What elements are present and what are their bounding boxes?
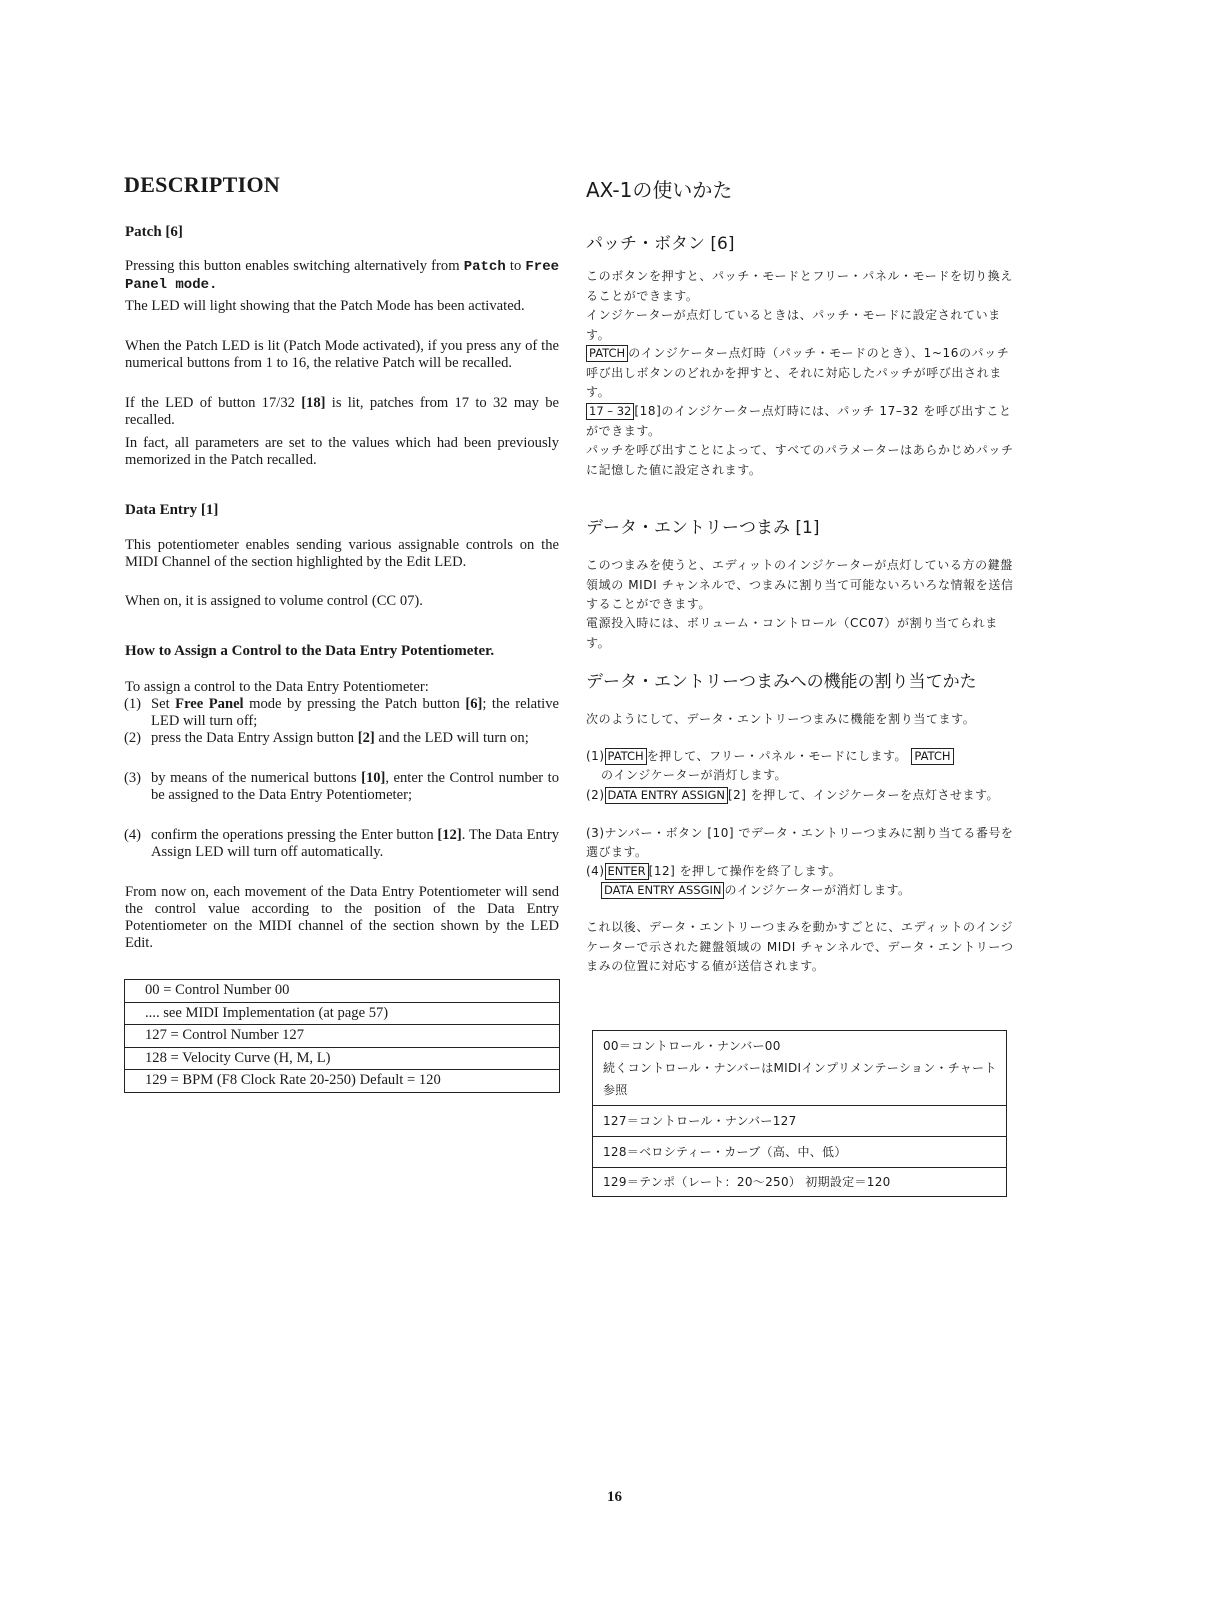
assign-heading-en: How to Assign a Control to the Data Entry Potentiometer. <box>125 643 495 659</box>
page-number: 16 <box>607 1489 622 1505</box>
patch-heading-en: Patch [6] <box>125 224 183 240</box>
step-4-jp: (4) ENTER [12] を押して操作を終了します。 DATA ENTRY ASSGIN のインジケーターが消灯します。 <box>586 864 911 897</box>
patch-key-label: PATCH <box>605 748 647 765</box>
patch-key-label: PATCH <box>911 748 953 765</box>
patch-heading-jp: パッチ・ボタン [6] <box>586 234 735 254</box>
patch-paragraph-1-en: Pressing this button enables switching alternatively from Patch to Free Panel mode. <box>125 258 559 293</box>
section-title-jp: AX-1の使いかた <box>586 178 733 202</box>
table-row: 127＝コントロール・ナンバー127 <box>593 1106 1006 1137</box>
patch-paragraph-5-jp: パッチを呼び出すことによって、すべてのパラメーターはあらかじめパッチに記憶した値に設定されます。 <box>586 443 1014 477</box>
step-1-jp: (1) PATCH を押して、フリー・パネル・モードにします。 PATCH のインジケーターが消灯します。 <box>586 747 1014 785</box>
table-row: 128＝ベロシティー・カーブ（高、中、低） <box>593 1137 1006 1168</box>
table-row: .... see MIDI Implementation (at page 57) <box>125 1003 559 1026</box>
patch-17-32-key-label: 17 – 32 <box>586 403 634 420</box>
table-cell: 続くコントロール・ナンバーはMIDIインプリメンテーション・チャート参照 <box>603 1061 997 1097</box>
table-cell: 00＝コントロール・ナンバー00 <box>603 1039 781 1053</box>
table-row: 129 = BPM (F8 Clock Rate 20-250) Default = 120 <box>145 1072 441 1088</box>
closing-paragraph-en: From now on, each movement of the Data Entry Potentiometer will send the control value according to the position of the Data Entry Potentiometer on the MIDI channel of the section shown by the LED Edit. <box>125 884 559 951</box>
step-2-jp: (2) DATA ENTRY ASSIGN [2] を押して、インジケーターを点灯させます。 <box>586 788 1000 802</box>
assign-intro-en: To assign a control to the Data Entry Potentiometer: <box>125 679 429 695</box>
section-title-en: DESCRIPTION <box>124 172 281 197</box>
data-entry-paragraph-2-jp: 電源投入時には、ボリューム・コントロール（CC07）が割り当てられます。 <box>586 616 998 650</box>
data-entry-paragraph-1-en: This potentiometer enables sending various assignable controls on the MIDI Channel of the section highlighted by the Edit LED. <box>125 537 559 570</box>
data-entry-paragraph-2-en: When on, it is assigned to volume control (CC 07). <box>125 593 423 609</box>
table-row: 00 = Control Number 00 <box>125 980 559 1003</box>
table-row <box>593 1031 1006 1106</box>
patch-paragraph-3-en: When the Patch LED is lit (Patch Mode activated), if you press any of the numerical buttons from 1 to 16, the relative Patch will be recalled. <box>125 338 559 371</box>
patch-paragraph-2-en: The LED will light showing that the Patch Mode has been activated. <box>125 298 525 314</box>
data-entry-heading-jp: データ・エントリーつまみ [1] <box>586 518 820 538</box>
patch-paragraph-3-jp: PATCH のインジケーター点灯時（パッチ・モードのとき）、1~16のパッチ呼び出しボタンのどれかを押すと、それに対応したパッチが呼び出されます。 <box>586 346 1010 399</box>
patch-paragraph-4-en: If the LED of button 17/32 [18] is lit, patches from 17 to 32 may be recalled. <box>125 395 559 428</box>
patch-key-label: PATCH <box>586 345 628 362</box>
patch-paragraph-5-en: In fact, all parameters are set to the values which had been previously memorized in the Patch recalled. <box>125 435 559 468</box>
patch-paragraph-4-jp: 17 – 32 [18]のインジケーター点灯時には、パッチ 17–32 を呼び出すことができます。 <box>586 404 1012 438</box>
control-table-jp <box>592 1030 1007 1197</box>
table-row: 129＝テンポ（レート：20〜250） 初期設定＝120 <box>603 1175 891 1189</box>
table-row: 127 = Control Number 127 <box>125 1025 559 1048</box>
data-entry-heading-en: Data Entry [1] <box>125 502 219 518</box>
assign-heading-jp: データ・エントリーつまみへの機能の割り当てかた <box>586 672 977 692</box>
data-entry-paragraph-1-jp: このつまみを使うと、エディットのインジケーターが点灯している方の鍵盤領域の MIDI チャンネルで、つまみに割り当て可能ないろいろな情報を送信することができます。 <box>586 558 1014 611</box>
enter-key-label: ENTER <box>605 863 649 880</box>
patch-paragraph-1-jp: このボタンを押すと、パッチ・モードとフリー・パネル・モードを切り換えることができます。 <box>586 269 1013 303</box>
control-table-en <box>124 979 560 1093</box>
data-entry-assign-key-label: DATA ENTRY ASSGIN <box>601 882 724 899</box>
closing-paragraph-jp: これ以後、データ・エントリーつまみを動かすごとに、エディットのインジケーターで示された鍵盤領域の MIDI チャンネルで、データ・エントリーつまみの位置に対応する値が送信されます。 <box>586 920 1014 973</box>
assign-intro-jp: 次のようにして、データ・エントリーつまみに機能を割り当てます。 <box>586 712 976 726</box>
table-row: 128 = Velocity Curve (H, M, L) <box>125 1048 559 1071</box>
data-entry-assign-key-label: DATA ENTRY ASSIGN <box>605 787 728 804</box>
step-3-jp: (3)ナンバー・ボタン [10] でデータ・エントリーつまみに割り当てる番号を選びます。 <box>586 826 1014 859</box>
patch-paragraph-2-jp: インジケーターが点灯しているときは、パッチ・モードに設定されています。 <box>586 308 1001 342</box>
